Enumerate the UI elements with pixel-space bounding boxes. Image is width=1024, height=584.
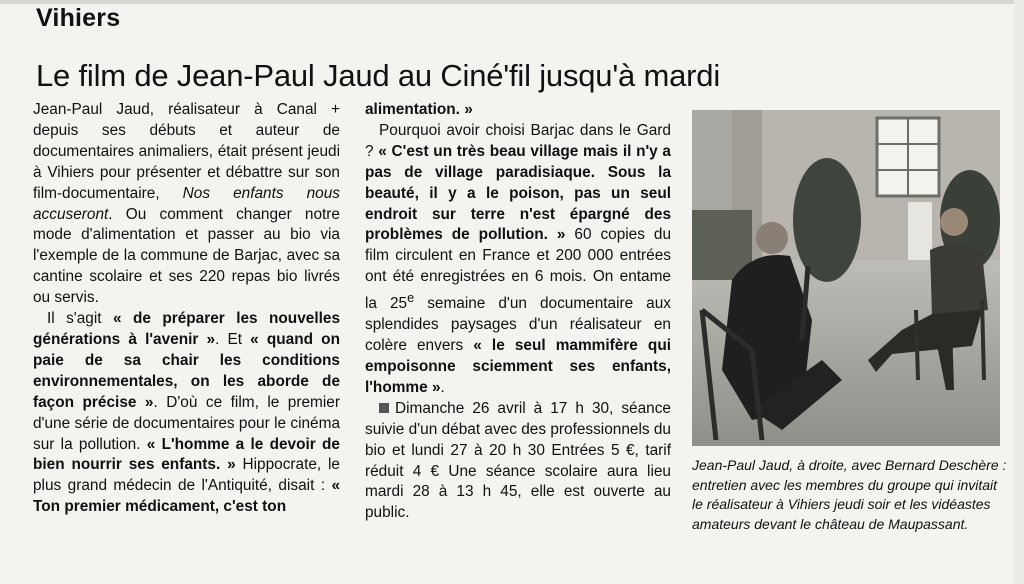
section-title: Vihiers [36,4,121,32]
film-title: Nos enfants nous accuseront [33,184,340,223]
paragraph-intro: Jean-Paul Jaud, réalisateur à Canal + depuis ses débuts et auteur de documentaires animaliers, était présent jeudi à Vihiers pour présenter et débattre sur son film-documentaire, Nos enfants nous accuseront. Ou comment changer notre mode d'alimentation et passer au bio via l'exemple de la commune de Barjac, avec sa cantine scolaire et ses 220 repas bio livrés ou servis. [33,101,340,307]
article-column-1 [33,100,340,518]
paragraph-barjac: Pourquoi avoir choisi Barjac dans le Gard ? « C'est un très beau village mais il n'y a pas de village paradisiaque. Sous la beauté, il y a le poison, pas un seul endroit sur terre n'est épargné des problèmes de pollution. » 60 copies du film circulent en France et 200 000 entrées ont été enregistrées en 6 mois. On entame la 25e semaine d'un documentaire aux splendides paysages d'un réalisateur en colère envers « le seul mammifère qui empoisonne sciemment ses enfants, l'homme ». [365,121,672,396]
square-bullet-icon [379,403,389,413]
paragraph-schedule: Dimanche 26 avril à 17 h 30, séance suivie d'un débat avec des professionnels du bio et lundi 27 à 20 h 30 Entrées 5 €, tarif réduit 4 € Une séance scolaire aura lieu mardi 28 à 13 h 45, elle est ouverte au public. [365,399,671,522]
photo-illustration [692,110,1000,446]
article-column-2 [365,100,671,524]
quote: « quand on paie de sa chair les conditions environnementales, on les aborde de façon précise » [33,330,340,411]
page-right-margin [1014,0,1024,584]
photo-caption: Jean-Paul Jaud, à droite, avec Bernard Deschère : entretien avec les membres du groupe qui invitait le réalisateur à Vihiers jeudi soir et les vidéastes amateurs devant le château de Maupassant. [692,457,1007,532]
article-headline: Le film de Jean-Paul Jaud au Ciné'fil jusqu'à mardi [36,58,721,93]
quote-continuation: alimentation. » [365,101,473,118]
quote: « de préparer les nouvelles générations à l'avenir » [33,310,340,348]
article-photo [692,110,1000,446]
quote: « Ton premier médicament, c'est ton [33,477,340,516]
paragraph-quotes: Il s'agit « de préparer les nouvelles générations à l'avenir ». Et « quand on paie de sa chair les conditions environnementales, on les aborde de façon précise ». D'où ce film, le premier d'une série de documentaires pour le cinéma sur la pollution. « L'homme a le devoir de bien nourrir ses enfants. » Hippocrate, le plus grand médecin de l'Antiquité, disait : « Ton premier médicament, c'est ton [33,310,340,516]
quote: « C'est un très beau village mais il n'y a pas de village paradisiaque. Sous la beauté, il y a le poison, pas un seul endroit sur terre n'est épargné des problèmes de pollution. » [365,142,671,244]
page-top-strip [0,0,1024,4]
quote: « L'homme a le devoir de bien nourrir ses enfants. » [33,435,340,474]
quote: « le seul mammifère qui empoisonne sciemment ses enfants, l'homme » [365,337,671,396]
